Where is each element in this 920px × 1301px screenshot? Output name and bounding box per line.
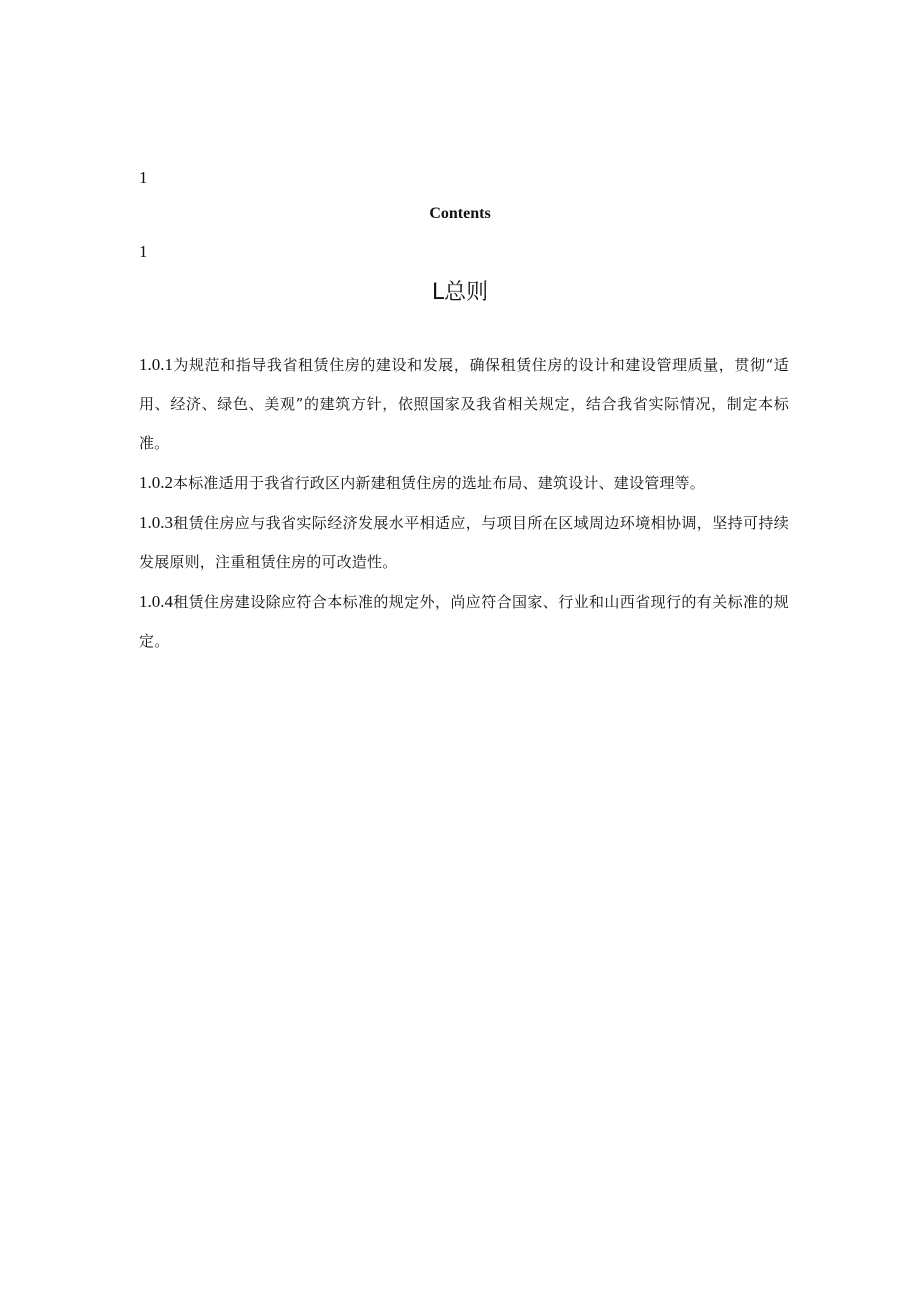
clause-number: 1.0.1 <box>139 355 173 374</box>
clause-1-0-3 <box>139 503 789 582</box>
clause-1-0-2 <box>139 463 789 503</box>
clause-list <box>139 345 789 661</box>
clause-number: 1.0.2 <box>139 473 173 492</box>
clause-text: 本标准适用于我省行政区内新建租赁住房的选址布局、建筑设计、建设管理等。 <box>173 474 706 492</box>
chapter-heading: L总则 <box>431 280 489 305</box>
page-marker-top: 1 <box>139 168 148 187</box>
clause-number: 1.0.4 <box>139 592 173 611</box>
page-marker-bottom: 1 <box>139 242 148 261</box>
clause-1-0-1 <box>139 345 789 463</box>
contents-heading: Contents <box>429 205 491 222</box>
clause-text: 租赁住房建设除应符合本标准的规定外，尚应符合国家、行业和山西省现行的有关标准的规定。 <box>139 593 789 650</box>
clause-text: 为规范和指导我省租赁住房的建设和发展，确保租赁住房的设计和建设管理质量，贯彻“适用、经济、绿色、美观”的建筑方针，依照国家及我省相关规定，结合我省实际情况，制定本标准。 <box>139 356 789 452</box>
clause-1-0-4 <box>139 582 789 661</box>
clause-text: 租赁住房应与我省实际经济发展水平相适应，与项目所在区域周边环境相协调，坚持可持续发展原则，注重租赁住房的可改造性。 <box>139 514 789 571</box>
clause-number: 1.0.3 <box>139 513 173 532</box>
